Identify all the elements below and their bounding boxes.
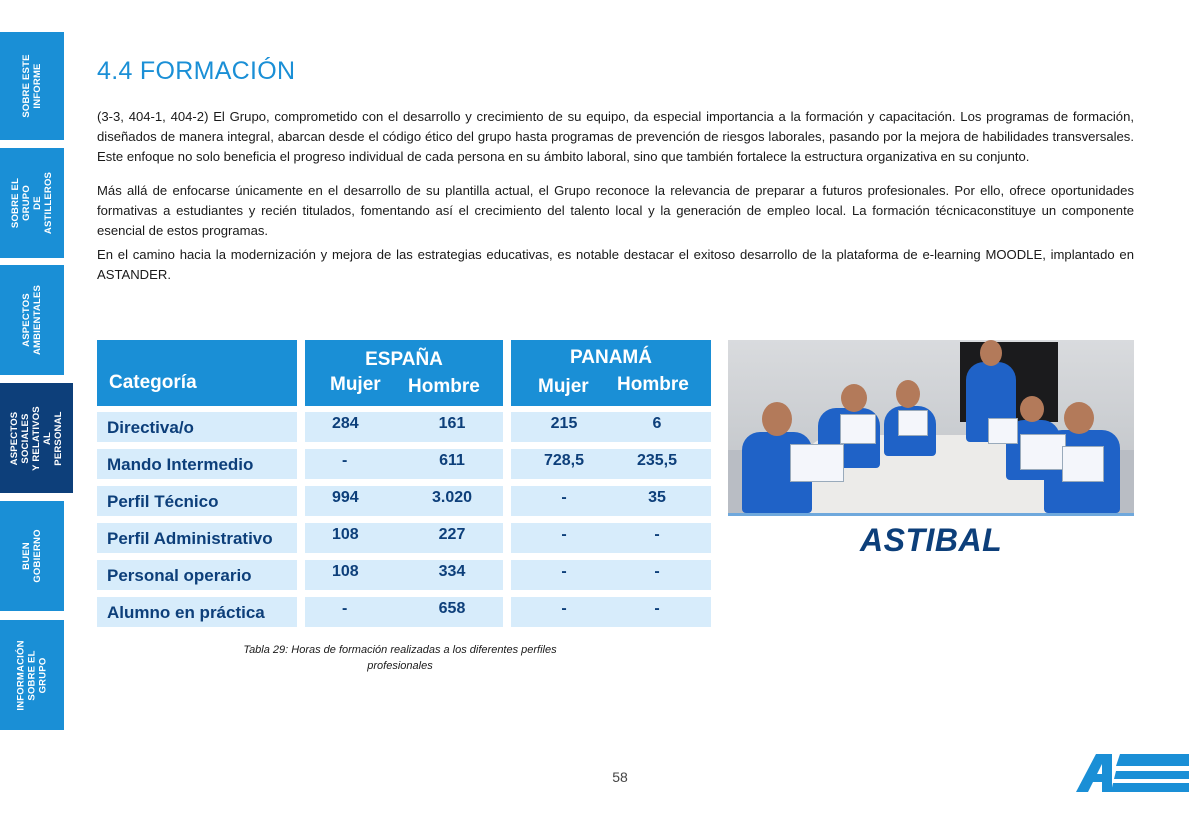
cell-pa-mujer: 215 (550, 415, 578, 432)
photo-certificate (840, 414, 876, 444)
sidebar-item-label: ASPECTOS SOCIALES Y RELATIVOS AL PERSONAL (9, 405, 64, 471)
astibal-logo: ASTIBAL (860, 522, 1003, 558)
header-panama-hombre: Hombre (617, 374, 689, 395)
photo-person-head (841, 384, 867, 412)
sidebar-item-label: INFORMACIÓN SOBRE EL GRUPO (15, 639, 49, 711)
cell-es-mujer: 994 (332, 489, 359, 506)
cell-es-mujer: 108 (332, 563, 359, 580)
header-group-espana (305, 340, 503, 406)
table-row (97, 523, 711, 553)
photo-certificate (898, 410, 928, 436)
photo-certificate (790, 444, 844, 482)
header-panama-label: PANAMÁ (570, 347, 652, 368)
table-row (97, 449, 711, 479)
cell-pa-mujer: 728,5 (543, 452, 585, 469)
group-logo-icon (1076, 752, 1189, 794)
sidebar-item-label: SOBRE EL GRUPO DE ASTILLEROS (10, 171, 54, 235)
header-group-panama (511, 340, 711, 406)
sidebar-item-label: SOBRE ESTE INFORME (21, 54, 43, 118)
cell-es-mujer: - (342, 452, 348, 469)
sidebar-item-informacion-grupo[interactable] (0, 620, 64, 730)
photo-person-head (1020, 396, 1044, 422)
cell-es-mujer: 108 (332, 526, 359, 543)
row-category: Perfil Administrativo (107, 529, 273, 548)
table-caption: Tabla 29: Horas de formación realizadas a los diferentes perfiles profesionales (243, 644, 557, 672)
cell-es-hombre: 334 (438, 563, 466, 580)
sidebar-item-aspectos-sociales[interactable] (0, 383, 73, 493)
header-espana-hombre: Hombre (408, 376, 480, 397)
cell-pa-mujer: - (561, 526, 567, 543)
header-category (97, 340, 297, 406)
cell-pa-hombre: - (654, 600, 660, 617)
row-category: Directiva/o (107, 418, 194, 437)
cell-es-mujer: 284 (332, 415, 359, 432)
table-row (97, 412, 711, 442)
sidebar-item-aspectos-ambientales[interactable] (0, 265, 64, 375)
cell-pa-hombre: 35 (648, 489, 666, 506)
row-category: Perfil Técnico (107, 492, 219, 511)
paragraph-moodle: En el camino hacia la modernización y mejora de las estrategias educativas, es notable destacar el exitoso desarrollo de la plataforma de e-learning MOODLE, implantado en ASTANDER. (97, 247, 1134, 282)
paragraph-intro: (3-3, 404-1, 404-2) El Grupo, comprometido con el desarrollo y crecimiento de su equipo, da especial importancia a la formación y capacitación. Los programas de formación, diseñados de manera integral, abarcan desde el código ético del grupo hasta programas de prevención de riesgos laborales, pasando por la mejora de habilidades transversales. Este enfoque no solo beneficia el progreso individual de cada persona en su ámbito laboral, sino que también fortalece la estructura organizativa en su conjunto. (97, 109, 1134, 164)
cell-es-mujer: - (342, 600, 348, 617)
cell-pa-hombre: - (654, 526, 660, 543)
row-category: Alumno en práctica (107, 603, 265, 622)
sidebar-item-label: ASPECTOS AMBIENTALES (21, 284, 44, 356)
table-row (97, 560, 711, 590)
cell-es-hombre: 658 (438, 600, 466, 617)
paragraph-students: Más allá de enfocarse únicamente en el desarrollo de su plantilla actual, el Grupo reconoce la relevancia de preparar a futuros profesionales. Por ello, ofrece oportunidades formativas a estudiantes y recién titulados, fomentando así el crecimiento del talento local y la generación de empleo local. La formación técnicaconstituye un componente esencial de estos programas. (97, 183, 1134, 238)
cell-es-hombre: 161 (438, 415, 466, 432)
header-panama-mujer: Mujer (538, 376, 589, 397)
photo-underline (728, 513, 1134, 516)
photo-person-head (896, 380, 920, 408)
photo-certificate (1062, 446, 1104, 482)
team-photo (728, 340, 1134, 513)
header-espana-label: ESPAÑA (365, 349, 443, 370)
sidebar-item-label: BUEN GOBIERNO (21, 529, 43, 583)
photo-person-head (1064, 402, 1094, 434)
photo-person-head (762, 402, 792, 436)
section-sidebar (0, 0, 64, 814)
row-category: Personal operario (107, 566, 252, 585)
cell-pa-hombre: 235,5 (636, 452, 678, 469)
header-espana-mujer: Mujer (330, 374, 381, 395)
photo-certificate (988, 418, 1018, 444)
cell-pa-mujer: - (561, 489, 567, 506)
sidebar-item-sobre-el-grupo[interactable] (0, 148, 64, 258)
table-row (97, 486, 711, 516)
row-category: Mando Intermedio (107, 455, 254, 474)
header-category-label: Categoría (109, 372, 197, 393)
cell-pa-hombre: 6 (652, 415, 662, 432)
page-number: 58 (612, 769, 628, 785)
page-title: 4.4 FORMACIÓN (97, 57, 296, 85)
cell-es-hombre: 3.020 (431, 489, 473, 506)
cell-es-hombre: 227 (438, 526, 466, 543)
photo-certificate (1020, 434, 1066, 470)
photo-person-head (980, 340, 1002, 366)
cell-pa-hombre: - (654, 563, 660, 580)
cell-pa-mujer: - (561, 600, 567, 617)
sidebar-item-buen-gobierno[interactable] (0, 501, 64, 611)
cell-es-hombre: 611 (439, 452, 465, 469)
cell-pa-mujer: - (561, 563, 567, 580)
sidebar-item-sobre-este-informe[interactable] (0, 32, 64, 140)
table-row (97, 597, 711, 627)
